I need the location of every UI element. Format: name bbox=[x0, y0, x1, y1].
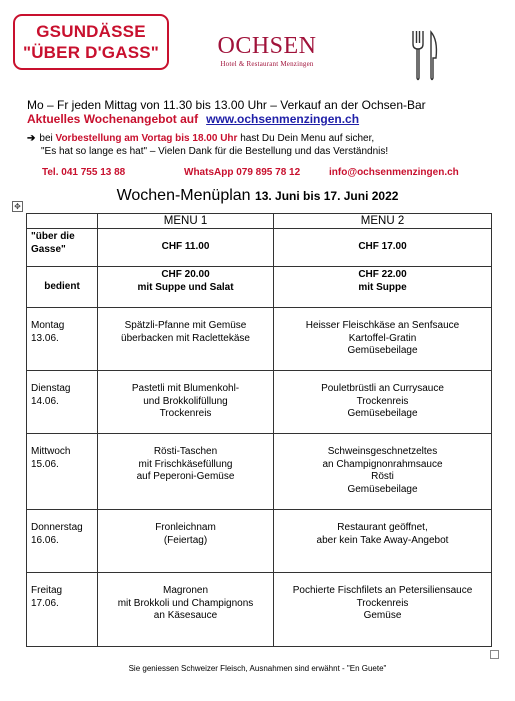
table-row bbox=[27, 434, 492, 510]
row-label-gasse: "über die Gasse" bbox=[27, 229, 98, 267]
stamp-line-2: "ÜBER D'GASS" bbox=[22, 43, 160, 62]
menu-1-cell: Rösti-Taschen mit Frischkäsefüllung auf Peperoni-Gemüse bbox=[98, 434, 274, 510]
opening-hours: Mo – Fr jeden Mittag von 11.30 bis 13.00 Uhr – Verkauf an der Ochsen-Bar bbox=[27, 98, 426, 112]
day-date: 14.06. bbox=[31, 395, 59, 407]
menu-table bbox=[26, 213, 492, 647]
day-name: Mittwoch bbox=[31, 446, 71, 457]
menu-2-cell: Pouletbrüstli an Currysauce Trockenreis Gemüsebeilage bbox=[274, 371, 492, 434]
footer-note: Sie geniessen Schweizer Fleisch, Ausnahmen sind erwähnt - "En Guete" bbox=[128, 664, 387, 673]
weekly-offer-line bbox=[27, 112, 359, 126]
menu-1-cell: Fronleichnam (Feiertag) bbox=[98, 510, 274, 573]
email[interactable]: info@ochsenmenzingen.ch bbox=[329, 167, 459, 178]
note-red: Vorbestellung am Vortag bis 18.00 Uhr bbox=[55, 133, 238, 144]
day-cell bbox=[27, 510, 98, 573]
header-menu-2: MENU 2 bbox=[274, 214, 492, 229]
day-date: 15.06. bbox=[31, 458, 59, 470]
plan-title bbox=[0, 187, 515, 205]
plan-dates: 13. Juni bis 17. Juni 2022 bbox=[255, 189, 399, 203]
weekly-offer-label: Aktuelles Wochenangebot auf bbox=[27, 112, 199, 126]
arrow-right-icon: ➔ bbox=[27, 133, 36, 144]
menu-1-cell: Pastetli mit Blumenkohl- und Brokkolifüllung Trockenreis bbox=[98, 371, 274, 434]
day-cell bbox=[27, 573, 98, 647]
table-row bbox=[27, 267, 492, 308]
fork-knife-icon bbox=[409, 28, 441, 84]
website-link[interactable]: www.ochsenmenzingen.ch bbox=[206, 112, 360, 126]
menu-1-cell: Magronen mit Brokkoli und Champignons an Käsesauce bbox=[98, 573, 274, 647]
logo-sub-text: Hotel & Restaurant Menzingen bbox=[220, 60, 314, 68]
logo-main-text: OCHSEN bbox=[217, 33, 317, 59]
price-gasse-menu-1: CHF 11.00 bbox=[98, 229, 274, 267]
day-date: 16.06. bbox=[31, 534, 59, 546]
day-cell bbox=[27, 371, 98, 434]
table-resize-handle[interactable] bbox=[490, 650, 499, 659]
day-date: 17.06. bbox=[31, 597, 59, 609]
menu-2-cell: Heisser Fleischkäse an Senfsauce Kartoffel-Gratin Gemüsebeilage bbox=[274, 308, 492, 371]
day-date: 13.06. bbox=[31, 332, 59, 344]
whatsapp: WhatsApp 079 895 78 12 bbox=[184, 167, 301, 178]
preorder-note bbox=[27, 132, 388, 158]
day-name: Donnerstag bbox=[31, 522, 83, 533]
table-header-row bbox=[27, 214, 492, 229]
price-gasse-menu-2: CHF 17.00 bbox=[274, 229, 492, 267]
gsundaesse-stamp bbox=[13, 14, 169, 70]
menu-2-cell: Restaurant geöffnet, aber kein Take Away-Angebot bbox=[274, 510, 492, 573]
ochsen-logo bbox=[207, 34, 327, 68]
price-bedient-menu-2: CHF 22.00 mit Suppe bbox=[274, 267, 492, 308]
menu-2-cell: Pochierte Fischfilets an Petersiliensauce Trockenreis Gemüse bbox=[274, 573, 492, 647]
table-row bbox=[27, 371, 492, 434]
menu-1-cell: Spätzli-Pfanne mit Gemüse überbacken mit Raclettekäse bbox=[98, 308, 274, 371]
header-empty bbox=[27, 214, 98, 229]
note-prefix: bei bbox=[39, 133, 56, 144]
day-name: Montag bbox=[31, 320, 65, 331]
table-row bbox=[27, 229, 492, 267]
menu-2-cell: Schweinsgeschnetzeltes an Champignonrahmsauce Rösti Gemüsebeilage bbox=[274, 434, 492, 510]
note-suffix: hast Du Dein Menu auf sicher, bbox=[237, 133, 375, 144]
plan-title-text: Wochen-Menüplan bbox=[116, 187, 251, 204]
table-move-handle-icon[interactable]: ✥ bbox=[12, 201, 23, 212]
day-cell bbox=[27, 434, 98, 510]
header-menu-1: MENU 1 bbox=[98, 214, 274, 229]
note-line-2: "Es hat so lange es hat" – Vielen Dank für die Bestellung und das Verständnis! bbox=[41, 146, 389, 157]
table-row bbox=[27, 308, 492, 371]
stamp-line-1: GSUNDÄSSE bbox=[36, 22, 146, 41]
day-name: Dienstag bbox=[31, 383, 71, 394]
phone: Tel. 041 755 13 88 bbox=[42, 167, 126, 178]
price-bedient-menu-1: CHF 20.00 mit Suppe und Salat bbox=[98, 267, 274, 308]
table-row bbox=[27, 510, 492, 573]
row-label-bedient: bedient bbox=[27, 267, 98, 308]
day-cell bbox=[27, 308, 98, 371]
table-row bbox=[27, 573, 492, 647]
day-name: Freitag bbox=[31, 585, 63, 596]
